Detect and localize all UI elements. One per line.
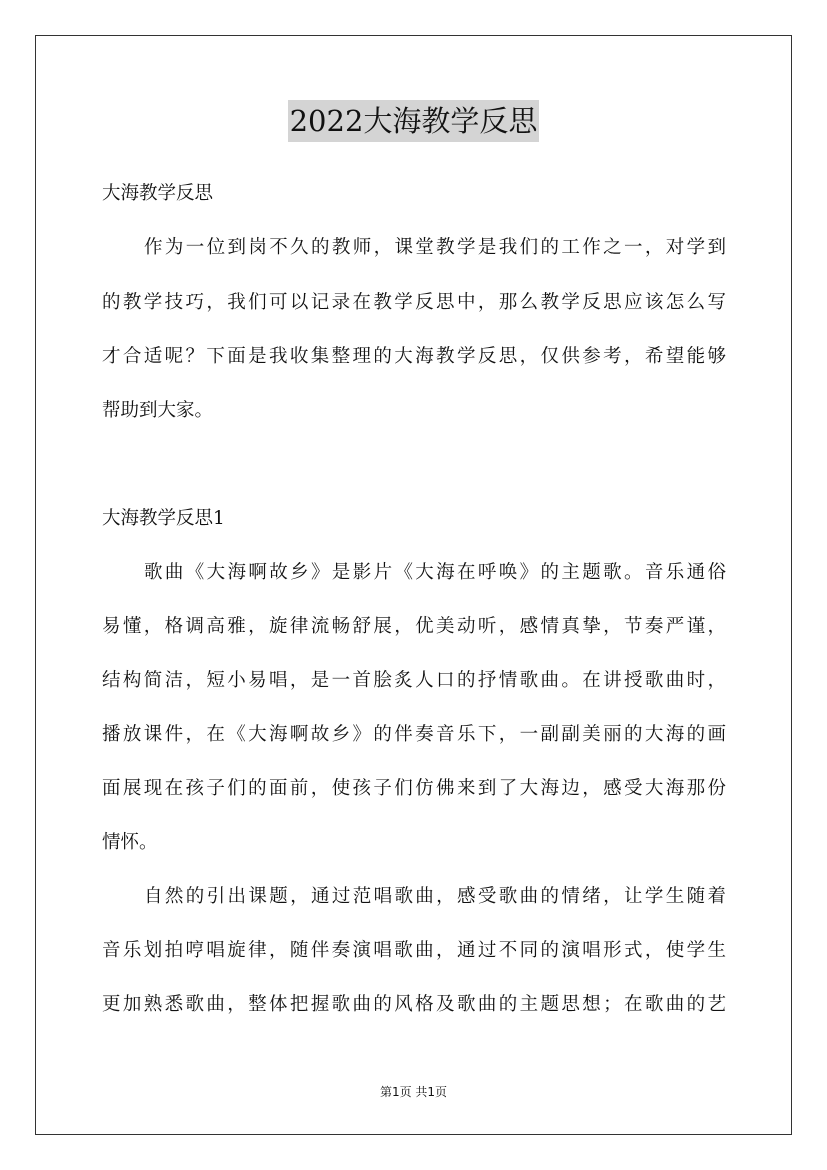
- para1-line-2: 易懂，格调高雅，旋律流畅舒展，优美动听，感情真挚，节奏严谨，: [102, 616, 726, 637]
- section-heading: 大海教学反思1: [102, 508, 225, 529]
- intro-line-4: 帮助到大家。: [102, 400, 214, 421]
- intro-line-1: 作为一位到岗不久的教师，课堂教学是我们的工作之一，对学到: [144, 237, 726, 258]
- title-wrap: [0, 100, 827, 142]
- para2-line-1: 自然的引出课题，通过范唱歌曲，感受歌曲的情绪，让学生随着: [144, 886, 726, 907]
- intro-line-3: 才合适呢？下面是我收集整理的大海教学反思，仅供参考，希望能够: [102, 346, 726, 367]
- para2-line-3: 更加熟悉歌曲，整体把握歌曲的风格及歌曲的主题思想；在歌曲的艺: [102, 994, 726, 1015]
- para1-line-4: 播放课件，在《大海啊故乡》的伴奏音乐下，一副副美丽的大海的画: [102, 724, 726, 745]
- para2-line-2: 音乐划拍哼唱旋律，随伴奏演唱歌曲，通过不同的演唱形式，使学生: [102, 940, 726, 961]
- para1-line-6: 情怀。: [102, 832, 158, 853]
- para1-line-1: 歌曲《大海啊故乡》是影片《大海在呼唤》的主题歌。音乐通俗: [144, 562, 726, 583]
- intro-line-2: 的教学技巧，我们可以记录在教学反思中，那么教学反思应该怎么写: [102, 292, 726, 313]
- para1-line-3: 结构简洁，短小易唱，是一首脍炙人口的抒情歌曲。在讲授歌曲时，: [102, 670, 726, 691]
- para1-line-5: 面展现在孩子们的面前，使孩子们仿佛来到了大海边，感受大海那份: [102, 778, 726, 799]
- subtitle: 大海教学反思: [102, 183, 214, 204]
- document-title: 2022大海教学反思: [288, 100, 540, 142]
- page-footer: 第1页 共1页: [379, 1085, 448, 1099]
